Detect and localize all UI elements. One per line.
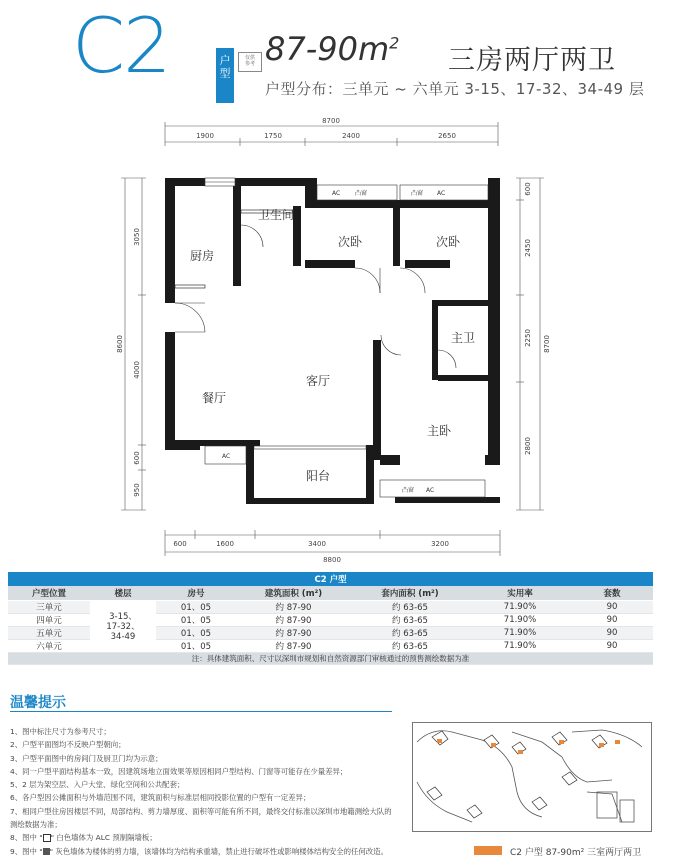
room-bathroom: 卫生间 <box>258 208 295 222</box>
dim-left-3: 600 <box>133 451 141 465</box>
tip-item: 6、各户型因公摊面积与外墙范围不同，建筑面积与标准层相同投影位置的户型有一定差异； <box>10 793 311 803</box>
tip-item: 7、相同户型住房因楼层不同，局部结构、剪力墙厚度、面积等可能有所不同，最终交付标准以深圳市地籍测绘大队的测绘数据为准； <box>10 806 392 830</box>
dim-bottom-1: 600 <box>173 540 187 548</box>
cell-net: 约 63-65 <box>351 614 469 627</box>
dim-left-2: 4000 <box>133 361 141 379</box>
cell-net: 约 63-65 <box>351 601 469 614</box>
tip-item: 4、同一户型平面结构基本一致，因建筑场地立面效果等原因相同户型结构、门窗等可能存在少量差异； <box>10 766 348 776</box>
cell-room: 01、05 <box>156 627 236 640</box>
stamp-line-2: 参考 <box>244 61 255 67</box>
tip-9-prefix: 9、图中 " <box>10 846 43 856</box>
site-highlight <box>599 743 604 747</box>
room-bedroom-2b: 次卧 <box>436 235 461 249</box>
room-bedroom-2a: 次卧 <box>338 235 363 249</box>
unit-type-badge <box>216 48 234 103</box>
table-row <box>8 601 653 614</box>
room-master-bath: 主卫 <box>451 331 476 345</box>
cell-ratio: 71.90% <box>469 627 571 640</box>
cell-gross: 约 87-90 <box>236 601 351 614</box>
dim-top-1: 1900 <box>196 132 214 140</box>
dim-bottom-2: 1600 <box>216 540 234 548</box>
legend-label: C2 户型 87-90m² 三室两厅两卫 <box>510 848 642 858</box>
floors-line-3: 34-49 <box>110 631 136 642</box>
room-balcony: 阳台 <box>306 469 331 483</box>
dim-top-3: 2400 <box>342 132 360 140</box>
dim-bottom-3: 3400 <box>308 540 326 548</box>
unit-area <box>265 30 399 68</box>
dim-left-total: 8600 <box>116 335 124 353</box>
badge-char-1: 户 <box>219 54 231 67</box>
gray-wall-swatch-icon <box>43 848 50 855</box>
cell-position: 五单元 <box>8 627 90 640</box>
dim-right-total: 8700 <box>543 335 551 353</box>
tip-item: 1、图中标注尺寸为参考尺寸； <box>10 727 111 736</box>
floors-line-2: 17-32、 <box>106 621 140 632</box>
unit-area-value: 87-90m <box>265 30 390 68</box>
tips-list <box>10 725 395 858</box>
legend-swatch <box>474 846 502 855</box>
ac-label-3: AC <box>222 453 231 460</box>
tips-title: 温馨提示 <box>10 695 66 711</box>
cell-count: 90 <box>571 640 653 653</box>
cell-position: 三单元 <box>8 601 90 614</box>
site-highlight <box>615 740 620 744</box>
cell-position: 六单元 <box>8 640 90 653</box>
cell-gross: 约 87-90 <box>236 640 351 653</box>
cell-floors <box>90 601 156 653</box>
cell-net: 约 63-65 <box>351 640 469 653</box>
dim-right-3: 2250 <box>524 329 532 347</box>
unit-table <box>8 572 653 665</box>
dim-left-1: 3050 <box>133 228 141 246</box>
unit-code: C2 <box>72 1 170 90</box>
dim-right-2: 2450 <box>524 239 532 257</box>
floors-line-1: 3-15、 <box>109 611 137 622</box>
window-label-3: 凸窗 <box>402 487 415 494</box>
table-header-ratio: 实用率 <box>469 586 571 601</box>
reference-stamp <box>238 52 262 72</box>
table-header-room: 房号 <box>156 586 236 601</box>
table-note: 注：具体建筑面积、尺寸以深圳市规划和自然资源部门审核通过的预售测绘数据为准 <box>8 653 653 665</box>
table-header-net: 套内面积 (m²) <box>351 586 469 601</box>
cell-gross: 约 87-90 <box>236 614 351 627</box>
tip-item: 5、2 层为架空层、入户大堂、绿化空间和公共配套； <box>10 780 185 790</box>
room-dining: 餐厅 <box>202 391 227 405</box>
site-highlight <box>559 740 564 744</box>
room-kitchen: 厨房 <box>190 249 215 263</box>
site-highlight <box>491 743 496 747</box>
site-map <box>412 722 652 832</box>
room-master-bedroom: 主卧 <box>427 424 452 438</box>
table-header-floor: 楼层 <box>90 586 156 601</box>
tip-item: 3、户型平面图中的房间门及厨卫门均为示意； <box>10 753 163 763</box>
cell-gross: 约 87-90 <box>236 627 351 640</box>
dim-right-4: 2800 <box>524 437 532 455</box>
cell-count: 90 <box>571 601 653 614</box>
table-header-count: 套数 <box>571 586 653 601</box>
tip-9-suffix: " 灰色墙体为楼体的剪力墙，该墙体均为结构承重墙，禁止进行破坏性或影响楼体结构安全的任何改造。 <box>49 846 388 856</box>
site-highlight <box>437 739 442 743</box>
ac-label-1: AC <box>332 190 341 197</box>
cell-room: 01、05 <box>156 640 236 653</box>
tip-item <box>10 845 395 858</box>
cell-ratio: 71.90% <box>469 614 571 627</box>
site-highlight <box>518 750 523 754</box>
white-wall-swatch-icon <box>43 834 51 842</box>
cell-ratio: 71.90% <box>469 601 571 614</box>
dim-top-4: 2650 <box>438 132 456 140</box>
cell-room: 01、05 <box>156 614 236 627</box>
cell-count: 90 <box>571 627 653 640</box>
unit-layout: 三房两厅两卫 <box>448 45 616 76</box>
table-header-gross: 建筑面积 (m²) <box>236 586 351 601</box>
room-living: 客厅 <box>306 374 331 388</box>
window-label-1: 凸窗 <box>355 190 368 197</box>
tip-8-suffix: " 白色墙体为 ALC 预制隔墙板； <box>50 833 157 843</box>
dim-bottom-4: 3200 <box>431 540 449 548</box>
cell-net: 约 63-65 <box>351 627 469 640</box>
unit-table-wrapper <box>8 572 653 665</box>
ac-label-4: AC <box>426 487 435 494</box>
tip-item <box>10 831 395 844</box>
window-label-2: 凸窗 <box>411 190 424 197</box>
cell-room: 01、05 <box>156 601 236 614</box>
dim-bottom-total: 8800 <box>323 556 341 564</box>
cell-count: 90 <box>571 614 653 627</box>
cell-position: 四单元 <box>8 614 90 627</box>
stamp-line-1: 仅供 <box>244 55 255 61</box>
ac-label-2: AC <box>437 190 446 197</box>
table-title: C2 户型 <box>8 572 653 586</box>
dim-top-2: 1750 <box>264 132 282 140</box>
unit-area-sup: 2 <box>389 33 400 53</box>
tip-item: 2、户型平面图均不反映户型朝向； <box>10 740 126 750</box>
dim-top-total: 8700 <box>322 117 340 125</box>
badge-char-2: 型 <box>219 67 231 80</box>
dim-right-1: 600 <box>524 182 532 196</box>
tips-divider <box>10 711 392 712</box>
dim-left-4: 950 <box>133 483 141 497</box>
unit-distribution: 户型分布：三单元 ~ 六单元 3-15、17-32、34-49 层 <box>265 80 645 98</box>
tip-8-prefix: 8、图中 " <box>10 833 43 843</box>
floor-plan <box>0 110 675 570</box>
table-header-position: 户型位置 <box>8 586 90 601</box>
cell-ratio: 71.90% <box>469 640 571 653</box>
